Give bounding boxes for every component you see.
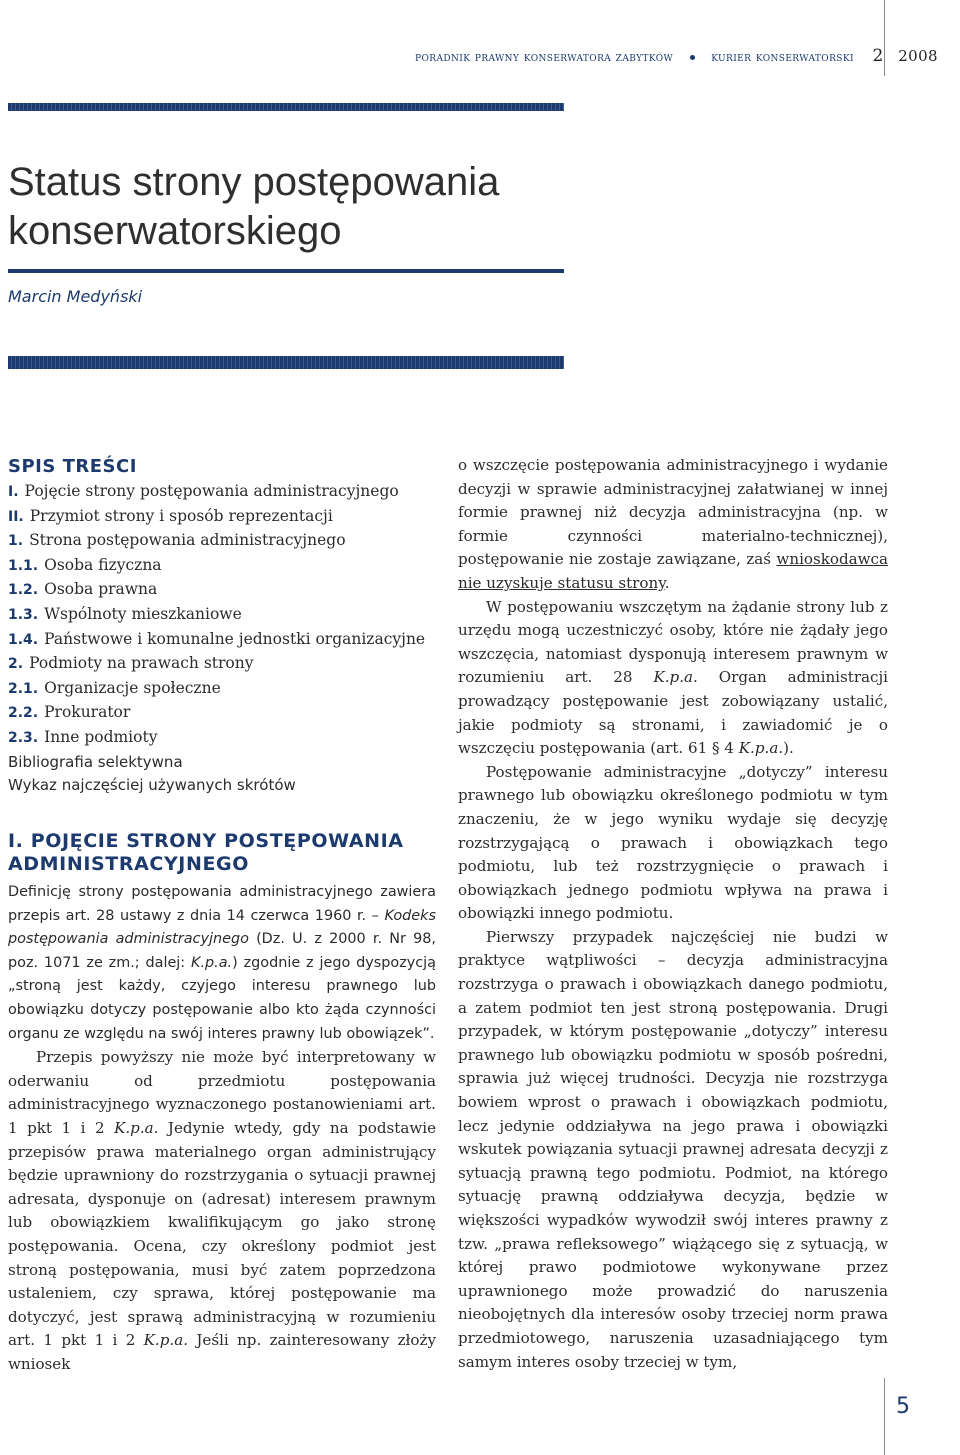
running-header [415, 46, 938, 66]
paragraph: o wszczęcie postępowania administracyjnego i wydanie decyzji w sprawie administracyjnej załatwianej w innej formie prawnej niż decyzja administracyjna (np. w formie czynności materialno-technicznej), postępowanie nie zostaje zawiązane, zaś wnioskodawca nie uzyskuje statusu strony. [458, 456, 888, 592]
toc-item[interactable] [8, 701, 448, 726]
toc-item-label: Organizacje społeczne [44, 678, 221, 697]
series-name: kurier konserwatorski [711, 50, 854, 65]
toc-item[interactable] [8, 603, 448, 628]
section-heading [8, 830, 438, 876]
toc-item-label: Wspólnoty mieszkaniowe [44, 604, 242, 623]
paragraph: Pierwszy przypadek najczęściej nie budzi w praktyce wątpliwości – decyzja administracyjna rozstrzyga o prawach i obowiązkach danego podmiotu, a zatem podmiot ten jest stroną postępowania. Drugi przypadek, w którym postępowanie „dotyczy” interesu prawnego lub obowiązku podmiotu w sposób pośredni, sprawia już więcej trudności. Decyzja nie rozstrzyga bowiem wprost o prawach i obowiązkach podmiotu, lecz jedynie oddziaływa na jego prawa i obowiązki wskutek powiązania sytuacji prawnej adresata decyzji z sytuacją prawną tego podmiotu. Podmiot, na którego sytuację prawną oddziaływa decyzja, będzie w większości wypadków wywodził swój interes prawny z tzw. „prawa refleksowego” wiążącego się z sytuacją, w której prawo podmiotowe wykonywane przez uprawnionego może prowadzić do naruszenia nieobojętnych dla interesów osoby trzeciej norm prawa przedmiotowego, naruszenia uzasadniającego tym samym interes osoby trzeciej w tym, [458, 927, 888, 1371]
toc-item[interactable] [8, 578, 448, 603]
toc-item[interactable] [8, 505, 448, 530]
section-heading-line-2: ADMINISTRACYJNEGO [8, 853, 250, 875]
toc-item-label: Strona postępowania administracyjnego [29, 531, 346, 550]
publication-name: poradnik prawny konserwatora zabytków [415, 50, 674, 65]
title-line-2: konserwatorskiego [8, 209, 342, 253]
toc-item-label: Inne podmioty [44, 727, 158, 746]
toc-item-label: Prokurator [44, 703, 131, 722]
toc-item-number: 1.2. [8, 582, 39, 599]
article-title [8, 158, 608, 256]
title-rule [8, 269, 564, 273]
issue-year: 2008 [898, 47, 938, 65]
footer-divider [884, 1378, 885, 1455]
paragraph: W postępowaniu wszczętym na żądanie strony lub z urzędu mogą uczestniczyć osoby, które nie żądały jego wszczęcia, natomiast dysponują interesem prawnym w rozumieniu art. 28 K.p.a. Organ administracji prowadzący postępowanie jest zobowiązany ustalić, jakie podmioty są stronami, i zawiadomić je o wszczęciu postępowania (art. 61 § 4 K.p.a.). [458, 597, 888, 758]
toc-item-label: Osoba prawna [44, 580, 158, 599]
toc-item-number: 2.3. [8, 729, 39, 746]
table-of-contents [8, 456, 448, 798]
header-divider [884, 0, 885, 76]
toc-item-label: Przymiot strony i sposób reprezentacji [29, 506, 333, 525]
toc-item[interactable] [8, 480, 448, 505]
section-heading-line-1: I. POJĘCIE STRONY POSTĘPOWANIA [8, 830, 404, 852]
page-number: 5 [896, 1394, 910, 1419]
title-line-1: Status strony postępowania [8, 160, 500, 204]
toc-item[interactable] [8, 554, 448, 579]
toc-item-label: Państwowe i komunalne jednostki organizacyjne [44, 629, 426, 648]
toc-item-number: 2.2. [8, 705, 39, 722]
toc-item-label: Osoba fizyczna [44, 555, 162, 574]
toc-item[interactable] [8, 677, 448, 702]
toc-item-number: 1.1. [8, 557, 39, 574]
right-column [458, 454, 888, 1374]
paragraph: Postępowanie administracyjne „dotyczy” interesu prawnego lub obowiązku określonego podmiotu w tym znaczeniu, że w jego wyniku wydaje się decyzję rozstrzygającą o prawach i obowiązkach tego podmiotu, lub też rozstrzygnięcie o prawach i obowiązkach jednego podmiotu wpływa na prawa i obowiązki innego podmiotu. [458, 762, 888, 923]
underlined-phrase: wnioskodawca nie uzyskuje statusu strony [458, 550, 888, 592]
toc-item-label: Pojęcie strony postępowania administracyjnego [24, 482, 399, 500]
top-bar [8, 103, 564, 111]
author: Marcin Medyński [8, 287, 143, 306]
toc-item-number: 1. [8, 533, 24, 550]
toc-item-abbreviations[interactable]: Wykaz najczęściej używanych skrótów [8, 776, 296, 795]
toc-item[interactable] [8, 529, 448, 554]
toc-item-number: II. [8, 508, 24, 525]
toc-item-number: 1.4. [8, 631, 39, 648]
toc-item-label: Podmioty na prawach strony [29, 654, 254, 673]
toc-item-number: 2.1. [8, 680, 39, 697]
toc-item-bibliography[interactable]: Bibliografia selektywna [8, 752, 183, 771]
toc-list [8, 480, 448, 751]
left-column [8, 881, 436, 1376]
toc-item[interactable] [8, 726, 448, 751]
toc-item-number: 1.3. [8, 606, 39, 623]
toc-item[interactable] [8, 652, 448, 677]
toc-item-number: I. [8, 484, 19, 500]
toc-title: SPIS TREŚCI [8, 456, 137, 477]
bullet-separator-icon [690, 55, 695, 60]
issue-number: 2 [872, 46, 884, 66]
paragraph: Przepis powyższy nie może być interpretowany w oderwaniu od przedmiotu postępowania administracyjnego wyznaczonego postanowieniami art. 1 pkt 1 i 2 K.p.a. Jedynie wtedy, gdy na podstawie przepisów prawa materialnego organ administrujący będzie uprawniony do rozstrzygania o sytuacji prawnej adresata, dysponuje on (adresat) interesem prawnym lub obowiązkiem kwalifikującym go jako stronę postępowania. Ocena, czy określony podmiot jest stroną postępowania, musi być zatem poprzedzona ustaleniem, czy sprawa, której postępowanie ma dotyczyć, jest sprawą administracyjną w rozumieniu art. 1 pkt 1 i 2 K.p.a. Jeśli np. zainteresowany złoży wniosek [8, 1048, 437, 1373]
paragraph: Definicję strony postępowania administracyjnego zawiera przepis art. 28 ustawy z dnia 14 czerwca 1960 r. – Kodeks postępowania administracyjnego (Dz. U. z 2000 r. Nr 98, poz. 1071 ze zm.; dalej: K.p.a.) zgodnie z jego dyspozycją „stroną jest każdy, czyjego interesu prawnego lub obowiązku dotyczy postępowanie albo kto żąda czynności organu ze względu na swój interes prawny lub obowiązek”. [8, 884, 436, 1042]
toc-item-number: 2. [8, 656, 24, 673]
toc-item[interactable] [8, 628, 448, 653]
separator-bar [8, 356, 564, 369]
